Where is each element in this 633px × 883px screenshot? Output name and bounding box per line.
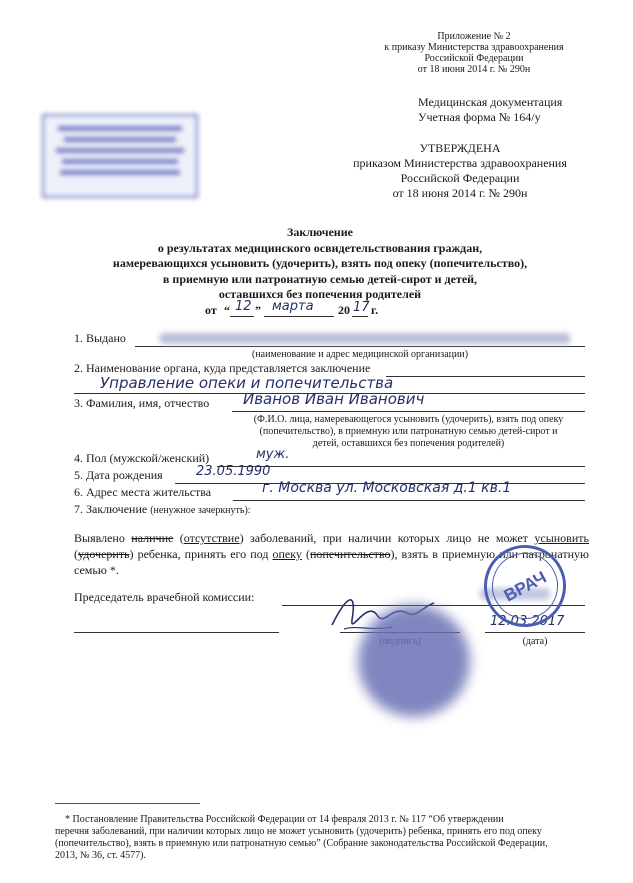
address-value: г. Москва ул. Московская д.1 кв.1	[262, 480, 512, 496]
approved-line-3: Российской Федерации	[400, 171, 520, 185]
round-seal	[358, 605, 470, 717]
approved-line-2: приказом Министерства здравоохранения	[353, 156, 567, 170]
conclusion-text-9: ) ребенка, принять его под	[129, 547, 273, 561]
date-day: 12	[235, 299, 252, 314]
conclusion-note: (ненужное зачеркнуть):	[150, 505, 251, 516]
chair-label: Председатель врачебной комиссии:	[74, 590, 255, 604]
conclusion-text-1: Выявлено	[74, 531, 132, 545]
conclusion-text-3: (	[173, 531, 184, 545]
name-caption-line-2: (попечительство), в приемную или патронатную семью детей-сирот и	[259, 426, 558, 437]
heading-line-1: Заключение	[287, 225, 353, 239]
conclusion-adopt-underlined: усыновить	[534, 531, 589, 545]
document-date	[205, 299, 445, 321]
footnote	[55, 814, 585, 862]
date-year-prefix: 20	[338, 303, 350, 317]
appendix-line-3: Российской Федерации	[424, 53, 524, 64]
medical-doc-block	[418, 95, 562, 125]
appendix-block	[368, 31, 580, 75]
signature-date-value: 12.03.2017	[490, 614, 565, 629]
heading-line-3: намеревающихся усыновить (удочерить), взять под опеку (попечительство),	[112, 256, 528, 270]
date-quote-close: ”	[255, 303, 261, 317]
conclusion-text-14: патронатную семью *.	[74, 547, 589, 577]
organization-stamp	[42, 114, 198, 198]
date-quote-open: “	[224, 303, 230, 317]
date-suffix: г.	[371, 303, 379, 317]
conclusion-label	[74, 502, 251, 517]
name-caption-line-1: (Ф.И.О. лица, намеревающегося усыновить (удочерить), взять под опеку	[253, 414, 564, 425]
date-from: от	[205, 303, 217, 317]
conclusion-text-7: (	[74, 547, 78, 561]
conclusion-custody-underlined: опеку	[272, 547, 302, 561]
date-caption: (дата)	[522, 636, 548, 647]
dob-value: 23.05.1990	[196, 464, 271, 479]
footnote-line-4: 2013, № 36, ст. 4577).	[55, 850, 146, 861]
doctor-stamp-label: ВРАЧ	[500, 567, 550, 606]
appendix-line-4: от 18 июня 2014 г. № 290н	[417, 64, 531, 75]
sex-label: 4. Пол (мужской/женский)	[74, 451, 210, 465]
dob-label: 5. Дата рождения	[74, 468, 163, 482]
organ-label: 2. Наименование органа, куда представляется заключение	[74, 361, 371, 375]
appendix-line-1: Приложение № 2	[437, 31, 511, 42]
approved-line-4: от 18 июня 2014 г. № 290н	[392, 186, 528, 200]
medical-doc-line-2: Учетная форма № 164/у	[418, 110, 541, 124]
conclusion-absence-underlined: отсутствие	[183, 531, 240, 545]
sex-value: муж.	[256, 447, 290, 462]
conclusion-adopt-girl-struck: удочерить	[78, 547, 130, 561]
conclusion-guardianship-struck: попечительство	[309, 547, 391, 561]
heading-line-4: в приемную или патронатную семью детей-сирот и детей,	[162, 271, 478, 286]
approved-block	[330, 141, 590, 201]
document-heading	[40, 225, 600, 303]
footnote-line-3: (попечительство), взять в приемную или патронатную семью” (Собрание законодательства Российской Федерации,	[55, 838, 548, 849]
conclusion-text-13: ), взять в приемную или	[390, 547, 519, 561]
issued-caption: (наименование и адрес медицинской организации)	[251, 349, 469, 360]
address-label: 6. Адрес места жительства	[74, 485, 212, 499]
appendix-line-2: к приказу Министерства здравоохранения	[384, 42, 564, 53]
issued-value-blurred	[160, 333, 570, 344]
footnote-line-2: перечня заболеваний, при наличии которых лицо не может усыновить (удочерить) ребенка, принять его под опеку	[55, 826, 542, 837]
conclusion-presence-struck: наличие	[131, 531, 174, 545]
conclusion-text-5: ) заболеваний, при наличии которых лицо не может	[239, 531, 528, 545]
conclusion-label-text: 7. Заключение	[74, 502, 148, 516]
name-caption-line-3: детей, оставшихся без попечения родителей)	[312, 438, 505, 449]
heading-line-5: оставшихся без попечения родителей	[218, 287, 422, 301]
approved-title: УТВЕРЖДЕНА	[419, 141, 501, 155]
heading-line-2: о результатах медицинского освидетельствования граждан,	[157, 240, 483, 255]
organ-value: Управление опеки и попечительства	[100, 374, 394, 392]
issued-label: 1. Выдано	[74, 331, 126, 345]
footnote-line-1: * Постановление Правительства Российской Федерации от 14 февраля 2013 г. № 117 “Об утверждении	[65, 814, 504, 825]
name-label: 3. Фамилия, имя, отчество	[74, 396, 210, 410]
name-caption	[232, 414, 585, 450]
date-year: 17	[353, 300, 370, 315]
date-month: марта	[272, 299, 314, 314]
conclusion-text-11: (	[301, 547, 310, 561]
medical-doc-line-1: Медицинская документация	[418, 95, 563, 109]
name-value: Иванов Иван Иванович	[243, 390, 425, 408]
